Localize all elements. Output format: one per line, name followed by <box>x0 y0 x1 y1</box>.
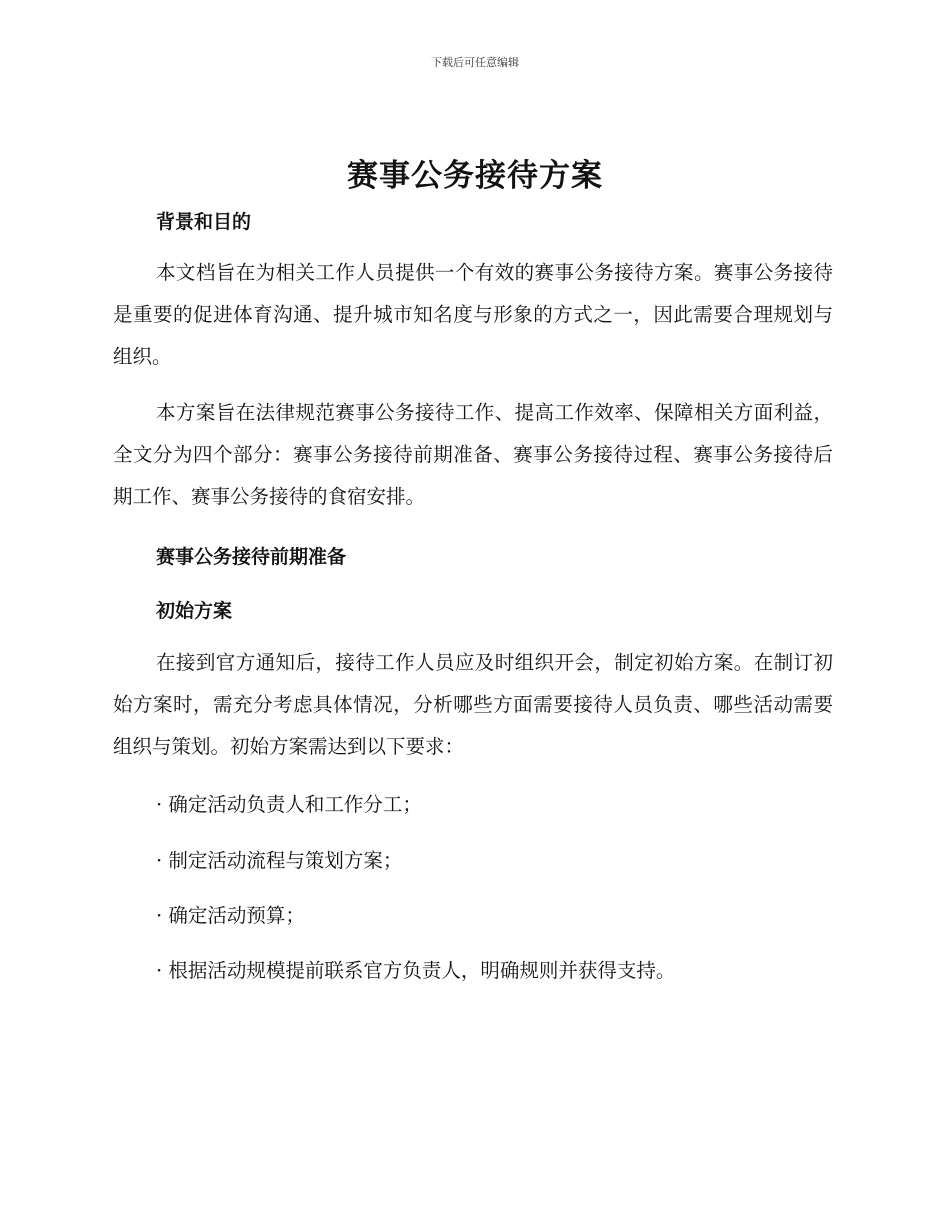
document-title: 赛事公务接待方案 <box>347 158 603 194</box>
subsection-heading-initial-plan: 初始方案 <box>156 600 233 622</box>
paragraph-purpose: 本文档旨在为相关工作人员提供一个有效的赛事公务接待方案。赛事公务接待是重要的促进体育沟通、提升城市知名度与形象的方式之一，因此需要合理规划与组织。 <box>113 261 833 368</box>
list-item-activity-process: · 制定活动流程与策划方案； <box>156 849 403 872</box>
section-heading-background: 背景和目的 <box>156 211 252 233</box>
section-heading-preparation: 赛事公务接待前期准备 <box>156 546 347 568</box>
paragraph-initial-plan: 在接到官方通知后，接待工作人员应及时组织开会，制定初始方案。在制订初始方案时，需充分考虑具体情况，分析哪些方面需要接待人员负责、哪些活动需要组织与策划。初始方案需达到以下要求： <box>113 651 833 758</box>
paragraph-scope: 本方案旨在法律规范赛事公务接待工作、提高工作效率、保障相关方面利益，全文分为四个部分：赛事公务接待前期准备、赛事公务接待过程、赛事公务接待后期工作、赛事公务接待的食宿安排。 <box>113 401 833 508</box>
list-item-responsible-person: · 确定活动负责人和工作分工； <box>156 793 422 816</box>
list-item-budget: · 确定活动预算； <box>156 904 305 927</box>
list-item-contact-official: · 根据活动规模提前联系官方负责人，明确规则并获得支持。 <box>156 959 676 982</box>
page-header-note: 下载后可任意编辑 <box>431 56 519 69</box>
